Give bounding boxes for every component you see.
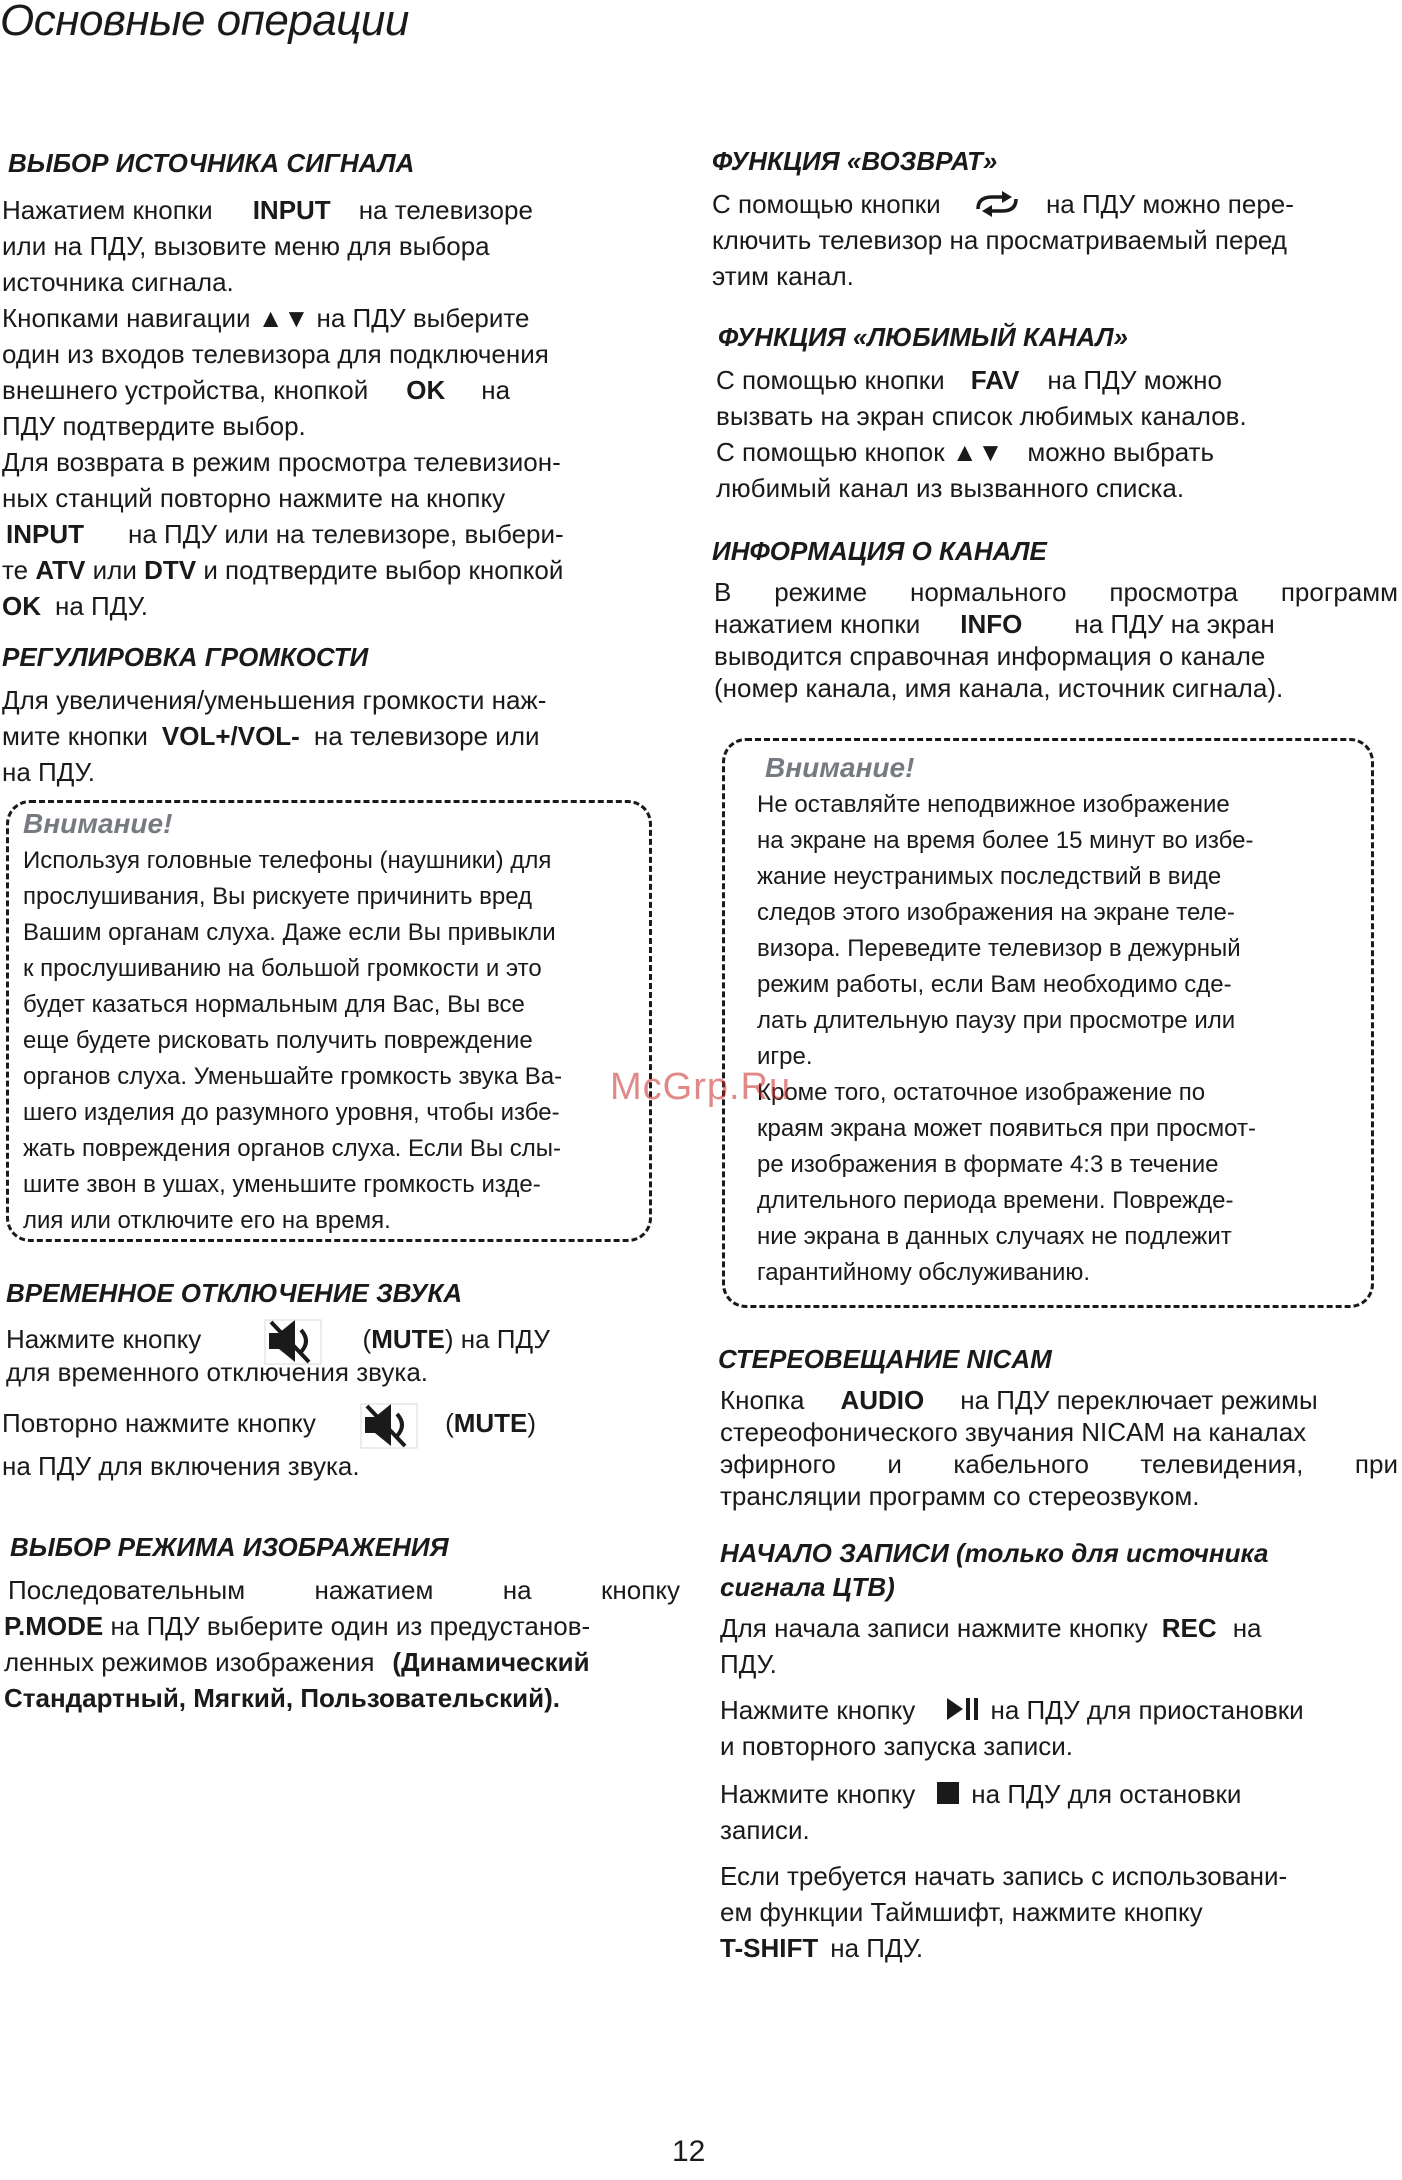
warning-line: еще будете рисковать получить повреждение (23, 1027, 533, 1054)
warning-line: лия или отключите его на время. (23, 1207, 391, 1234)
warning-line: Кроме того, остаточное изображение по (757, 1079, 1206, 1106)
warning-line: шите звон в ушах, уменьшите громкость изде- (23, 1171, 541, 1198)
section-mute (2, 1276, 682, 1310)
warning-line: краям экрана может появиться при просмот- (757, 1115, 1256, 1142)
source-body (2, 192, 682, 624)
heading-return: ФУНКЦИЯ «ВОЗВРАТ» (712, 146, 998, 176)
text-line: Стандартный, Мягкий, Пользовательский). (4, 1683, 561, 1713)
warning-line: следов этого изображения на экране теле- (757, 899, 1235, 926)
text-line: ных станций повторно нажмите на кнопку (2, 483, 506, 513)
text-line: внешнего устройства, кнопкой OK на (2, 375, 511, 405)
info-body (714, 576, 1398, 704)
mute-icon (357, 1398, 421, 1452)
text-line: ем функции Таймшифт, нажмите кнопку (720, 1897, 1203, 1927)
heading-source: ВЫБОР ИСТОЧНИКА СИГНАЛА (8, 148, 415, 178)
text-line: Нажмите кнопку (MUTE) на ПДУ (2, 1312, 682, 1354)
text-line: С помощью кнопок ▲▼ можно выбрать (716, 437, 1215, 467)
text-line: нажатием кнопки INFO на ПДУ на экран (714, 609, 1275, 639)
text-line: для временного отключения звука. (6, 1357, 429, 1387)
section-record (712, 1536, 1402, 1604)
warning-title: Внимание! (23, 808, 173, 839)
warning-line: визора. Переведите телевизор в дежурный (757, 935, 1241, 962)
section-return (712, 144, 1402, 178)
warning-line: режим работы, если Вам необходимо сде- (757, 971, 1232, 998)
text-line: ключить телевизор на просматриваемый перед (712, 225, 1287, 255)
warning-box-image (722, 738, 1374, 1308)
text-line: и повторного запуска записи. (720, 1731, 1074, 1761)
section-info (712, 534, 1402, 568)
watermark: McGrp.Ru (610, 1066, 792, 1108)
text-line: Для возврата в режим просмотра телевизион- (2, 447, 561, 477)
text-line: мите кнопки VOL+/VOL- на телевизоре или (2, 721, 540, 751)
warning-line: жать повреждения органов слуха. Если Вы слы- (23, 1135, 561, 1162)
warning-box-headphones (6, 800, 652, 1242)
text-line: записи. (720, 1815, 810, 1845)
text-line: Нажмите кнопку на ПДУ для остановки (720, 1779, 1242, 1809)
text-line: источника сигнала. (2, 267, 234, 297)
text-line: стереофонического звучания NICAM на каналах (720, 1417, 1307, 1447)
text-line: Для увеличения/уменьшения громкости наж- (2, 685, 547, 715)
warning-line: гарантийному обслуживанию. (757, 1259, 1091, 1286)
return-icon (970, 189, 1024, 219)
volume-body (2, 682, 682, 790)
heading-record: НАЧАЛО ЗАПИСИ (только для источника (720, 1538, 1269, 1568)
text-line: P.MODE на ПДУ выберите один из предустанов- (4, 1611, 591, 1641)
section-nicam (712, 1342, 1402, 1376)
mute-body (2, 1312, 682, 1484)
warning-line: будет казаться нормальным для Вас, Вы все (23, 991, 525, 1018)
nicam-body (720, 1384, 1398, 1512)
text-line: T-SHIFT на ПДУ. (720, 1933, 924, 1963)
heading-volume: РЕГУЛИРОВКА ГРОМКОСТИ (2, 642, 369, 672)
warning-line: ре изображения в формате 4:3 в течение (757, 1151, 1219, 1178)
text-line: ПДУ. (720, 1649, 777, 1679)
warning-title: Внимание! (765, 752, 915, 783)
text-line: Нажмите кнопку на ПДУ для приостановки (720, 1695, 1304, 1725)
text-line: этим канал. (712, 261, 854, 291)
warning-line: Вашим органам слуха. Даже если Вы привыкли (23, 919, 556, 946)
text-line: Последовательным нажатием на кнопку (8, 1575, 680, 1605)
text-line: вызвать на экран список любимых каналов. (716, 401, 1247, 431)
heading-record-cont: сигнала ЦТВ) (720, 1572, 895, 1602)
warning-line: на экране на время более 15 минут во избе- (757, 827, 1254, 854)
favorite-body (712, 362, 1402, 506)
stop-icon (937, 1782, 959, 1804)
section-picture (2, 1530, 682, 1564)
warning-text (757, 787, 1256, 1291)
text-line: INPUT на ПДУ или на телевизоре, выбери- (6, 519, 564, 549)
text-line: Нажатием кнопки INPUT на телевизоре (2, 195, 533, 225)
warning-line: ние экрана в данных случаях не подлежит (757, 1223, 1232, 1250)
text-line: выводится справочная информация о канале (714, 641, 1266, 671)
record-body (720, 1610, 1398, 1966)
text-line: Повторно нажмите кнопку (MUTE) (2, 1396, 682, 1448)
heading-favorite: ФУНКЦИЯ «ЛЮБИМЫЙ КАНАЛ» (718, 322, 1128, 352)
text-line: на ПДУ. (2, 757, 95, 787)
text-line: Кнопками навигации ▲▼ на ПДУ выберите (2, 303, 530, 333)
section-source (2, 146, 682, 180)
play-pause-icon (945, 1696, 981, 1722)
heading-info: ИНФОРМАЦИЯ О КАНАЛЕ (712, 536, 1047, 566)
text-line: В режиме нормального просмотра программ (714, 577, 1398, 607)
text-line: или на ПДУ, вызовите меню для выбора (2, 231, 490, 261)
heading-mute: ВРЕМЕННОЕ ОТКЛЮЧЕНИЕ ЗВУКА (6, 1278, 463, 1308)
warning-line: органов слуха. Уменьшайте громкость звука Ва- (23, 1063, 563, 1090)
text-line: Для начала записи нажмите кнопку REC на (720, 1613, 1262, 1643)
text-line: OK на ПДУ. (2, 591, 148, 621)
return-body (712, 186, 1402, 294)
warning-line: Не оставляйте неподвижное изображение (757, 791, 1230, 818)
heading-nicam: СТЕРЕОВЕЩАНИЕ NICAM (718, 1344, 1052, 1374)
text-line: Кнопка AUDIO на ПДУ переключает режимы (720, 1385, 1318, 1415)
warning-text (23, 843, 562, 1239)
text-line: на ПДУ для включения звука. (2, 1451, 360, 1481)
warning-line: жание неустранимых последствий в виде (757, 863, 1222, 890)
warning-line: лать длительную паузу при просмотре или (757, 1007, 1236, 1034)
warning-line: длительного периода времени. Поврежде- (757, 1187, 1234, 1214)
page-number: 12 (672, 2135, 706, 2168)
picture-body (4, 1572, 680, 1716)
text-line: Если требуется начать запись с использовани- (720, 1861, 1288, 1891)
section-volume (2, 640, 682, 674)
warning-line: прослушивания, Вы рискуете причинить вред (23, 883, 533, 910)
text-line: ПДУ подтвердите выбор. (2, 411, 306, 441)
section-favorite (712, 320, 1402, 354)
heading-picture: ВЫБОР РЕЖИМА ИЗОБРАЖЕНИЯ (10, 1532, 449, 1562)
warning-line: к прослушиванию на большой громкости и это (23, 955, 542, 982)
warning-line: Используя головные телефоны (наушники) для (23, 847, 552, 874)
text-line: любимый канал из вызванного списка. (716, 473, 1185, 503)
up-down-arrows-icon: ▲▼ (257, 303, 310, 333)
page-title: Основные операции (0, 0, 409, 45)
text-line: С помощью кнопки FAV на ПДУ можно (716, 365, 1222, 395)
text-line: ленных режимов изображения (Динамический (4, 1647, 590, 1677)
text-line: С помощью кнопки на ПДУ можно пере- (712, 189, 1294, 219)
up-down-arrows-icon: ▲▼ (951, 437, 1004, 467)
text-line: (номер канала, имя канала, источник сигнала). (714, 673, 1284, 703)
text-line: те ATV или DTV и подтвердите выбор кнопкой (2, 555, 564, 585)
warning-line: игре. (757, 1043, 813, 1070)
warning-line: шего изделия до разумного уровня, чтобы избе- (23, 1099, 560, 1126)
text-line: трансляции программ со стереозвуком. (720, 1481, 1200, 1511)
text-line: один из входов телевизора для подключения (2, 339, 549, 369)
text-line: эфирного и кабельного телевидения, при (720, 1449, 1398, 1479)
